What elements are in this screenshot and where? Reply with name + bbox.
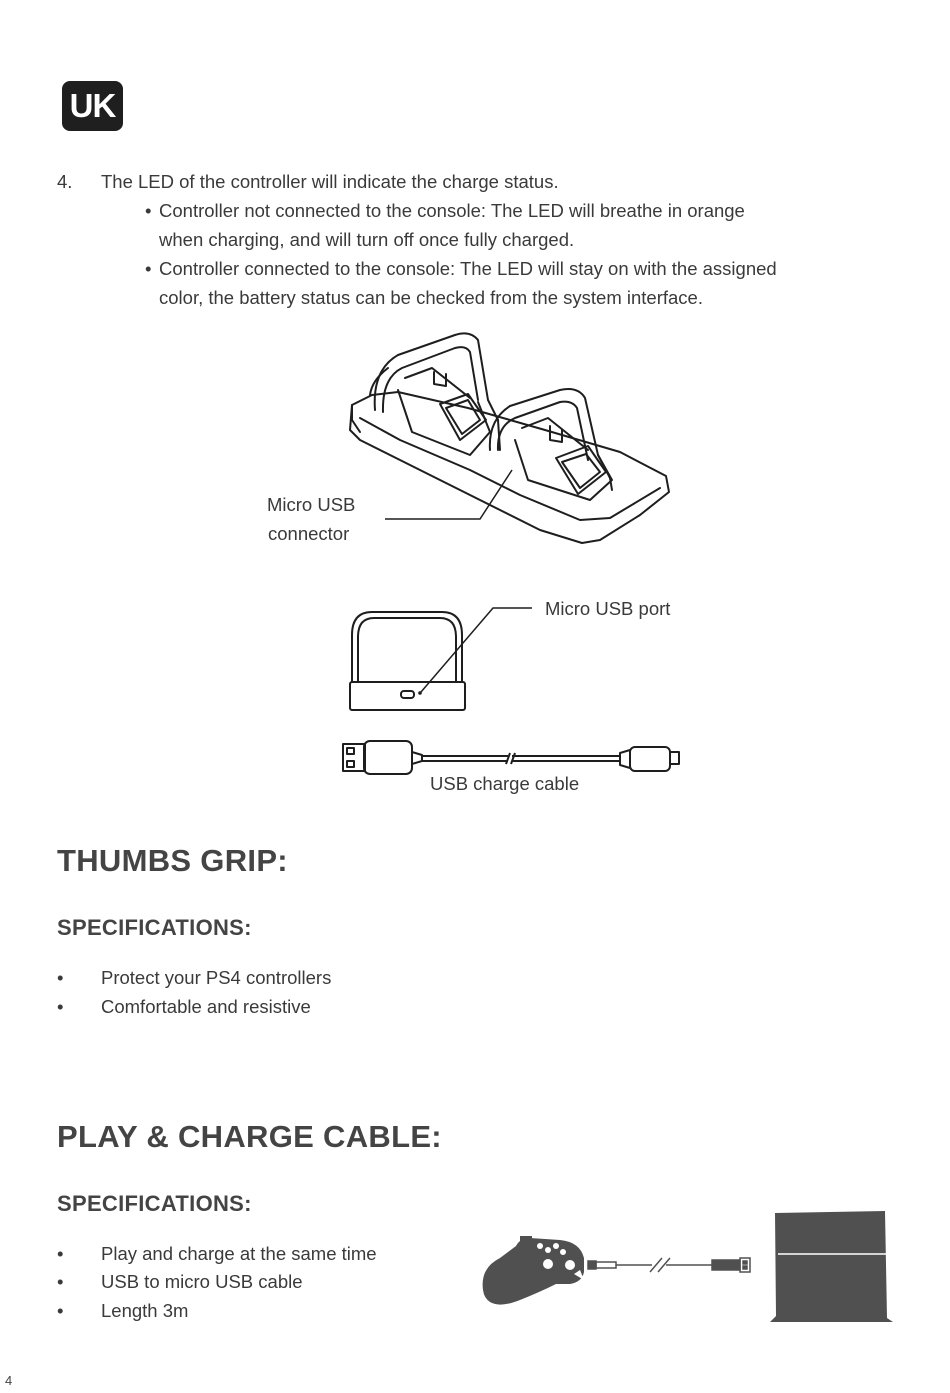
language-badge: UK (62, 81, 123, 131)
step-number: 4. (57, 171, 73, 192)
bullet-glyph: • (57, 996, 64, 1017)
bullet-glyph: • (57, 1271, 64, 1292)
controller-icon (483, 1236, 584, 1305)
bullet-glyph: • (57, 967, 64, 988)
step-text: The LED of the controller will indicate the charge status. (101, 171, 559, 192)
bullet-not-connected-line2: when charging, and will turn off once fully charged. (159, 229, 575, 250)
thumbs-grip-title: THUMBS GRIP: (57, 843, 288, 878)
label-micro-usb-connector-line2: connector (268, 523, 350, 544)
spec-item-text: Protect your PS4 controllers (101, 967, 332, 988)
spec-item-text: Comfortable and resistive (101, 996, 311, 1017)
label-micro-usb-connector-line1: Micro USB (267, 494, 356, 515)
spec-item-text: USB to micro USB cable (101, 1271, 303, 1292)
bullet-glyph: • (145, 258, 152, 279)
play-charge-title: PLAY & CHARGE CABLE: (57, 1119, 442, 1154)
bullet-glyph: • (57, 1243, 64, 1264)
console-icon (770, 1211, 893, 1322)
spec-item-text: Play and charge at the same time (101, 1243, 377, 1264)
thumbs-grip-spec-title: SPECIFICATIONS: (57, 915, 252, 940)
play-charge-spec-title: SPECIFICATIONS: (57, 1191, 252, 1216)
bullet-glyph: • (57, 1300, 64, 1321)
label-usb-charge-cable: USB charge cable (430, 773, 580, 794)
page-number: 4 (5, 1373, 13, 1388)
bullet-connected-line2: color, the battery status can be checked from the system interface. (159, 287, 703, 308)
bullet-text: Controller not connected to the console: The LED will breathe in orange (159, 200, 745, 221)
label-micro-usb-port: Micro USB port (545, 598, 671, 619)
bullet-text: Controller connected to the console: The LED will stay on with the assigned (159, 258, 777, 279)
bullet-glyph: • (145, 200, 152, 221)
spec-item-text: Length 3m (101, 1300, 189, 1321)
